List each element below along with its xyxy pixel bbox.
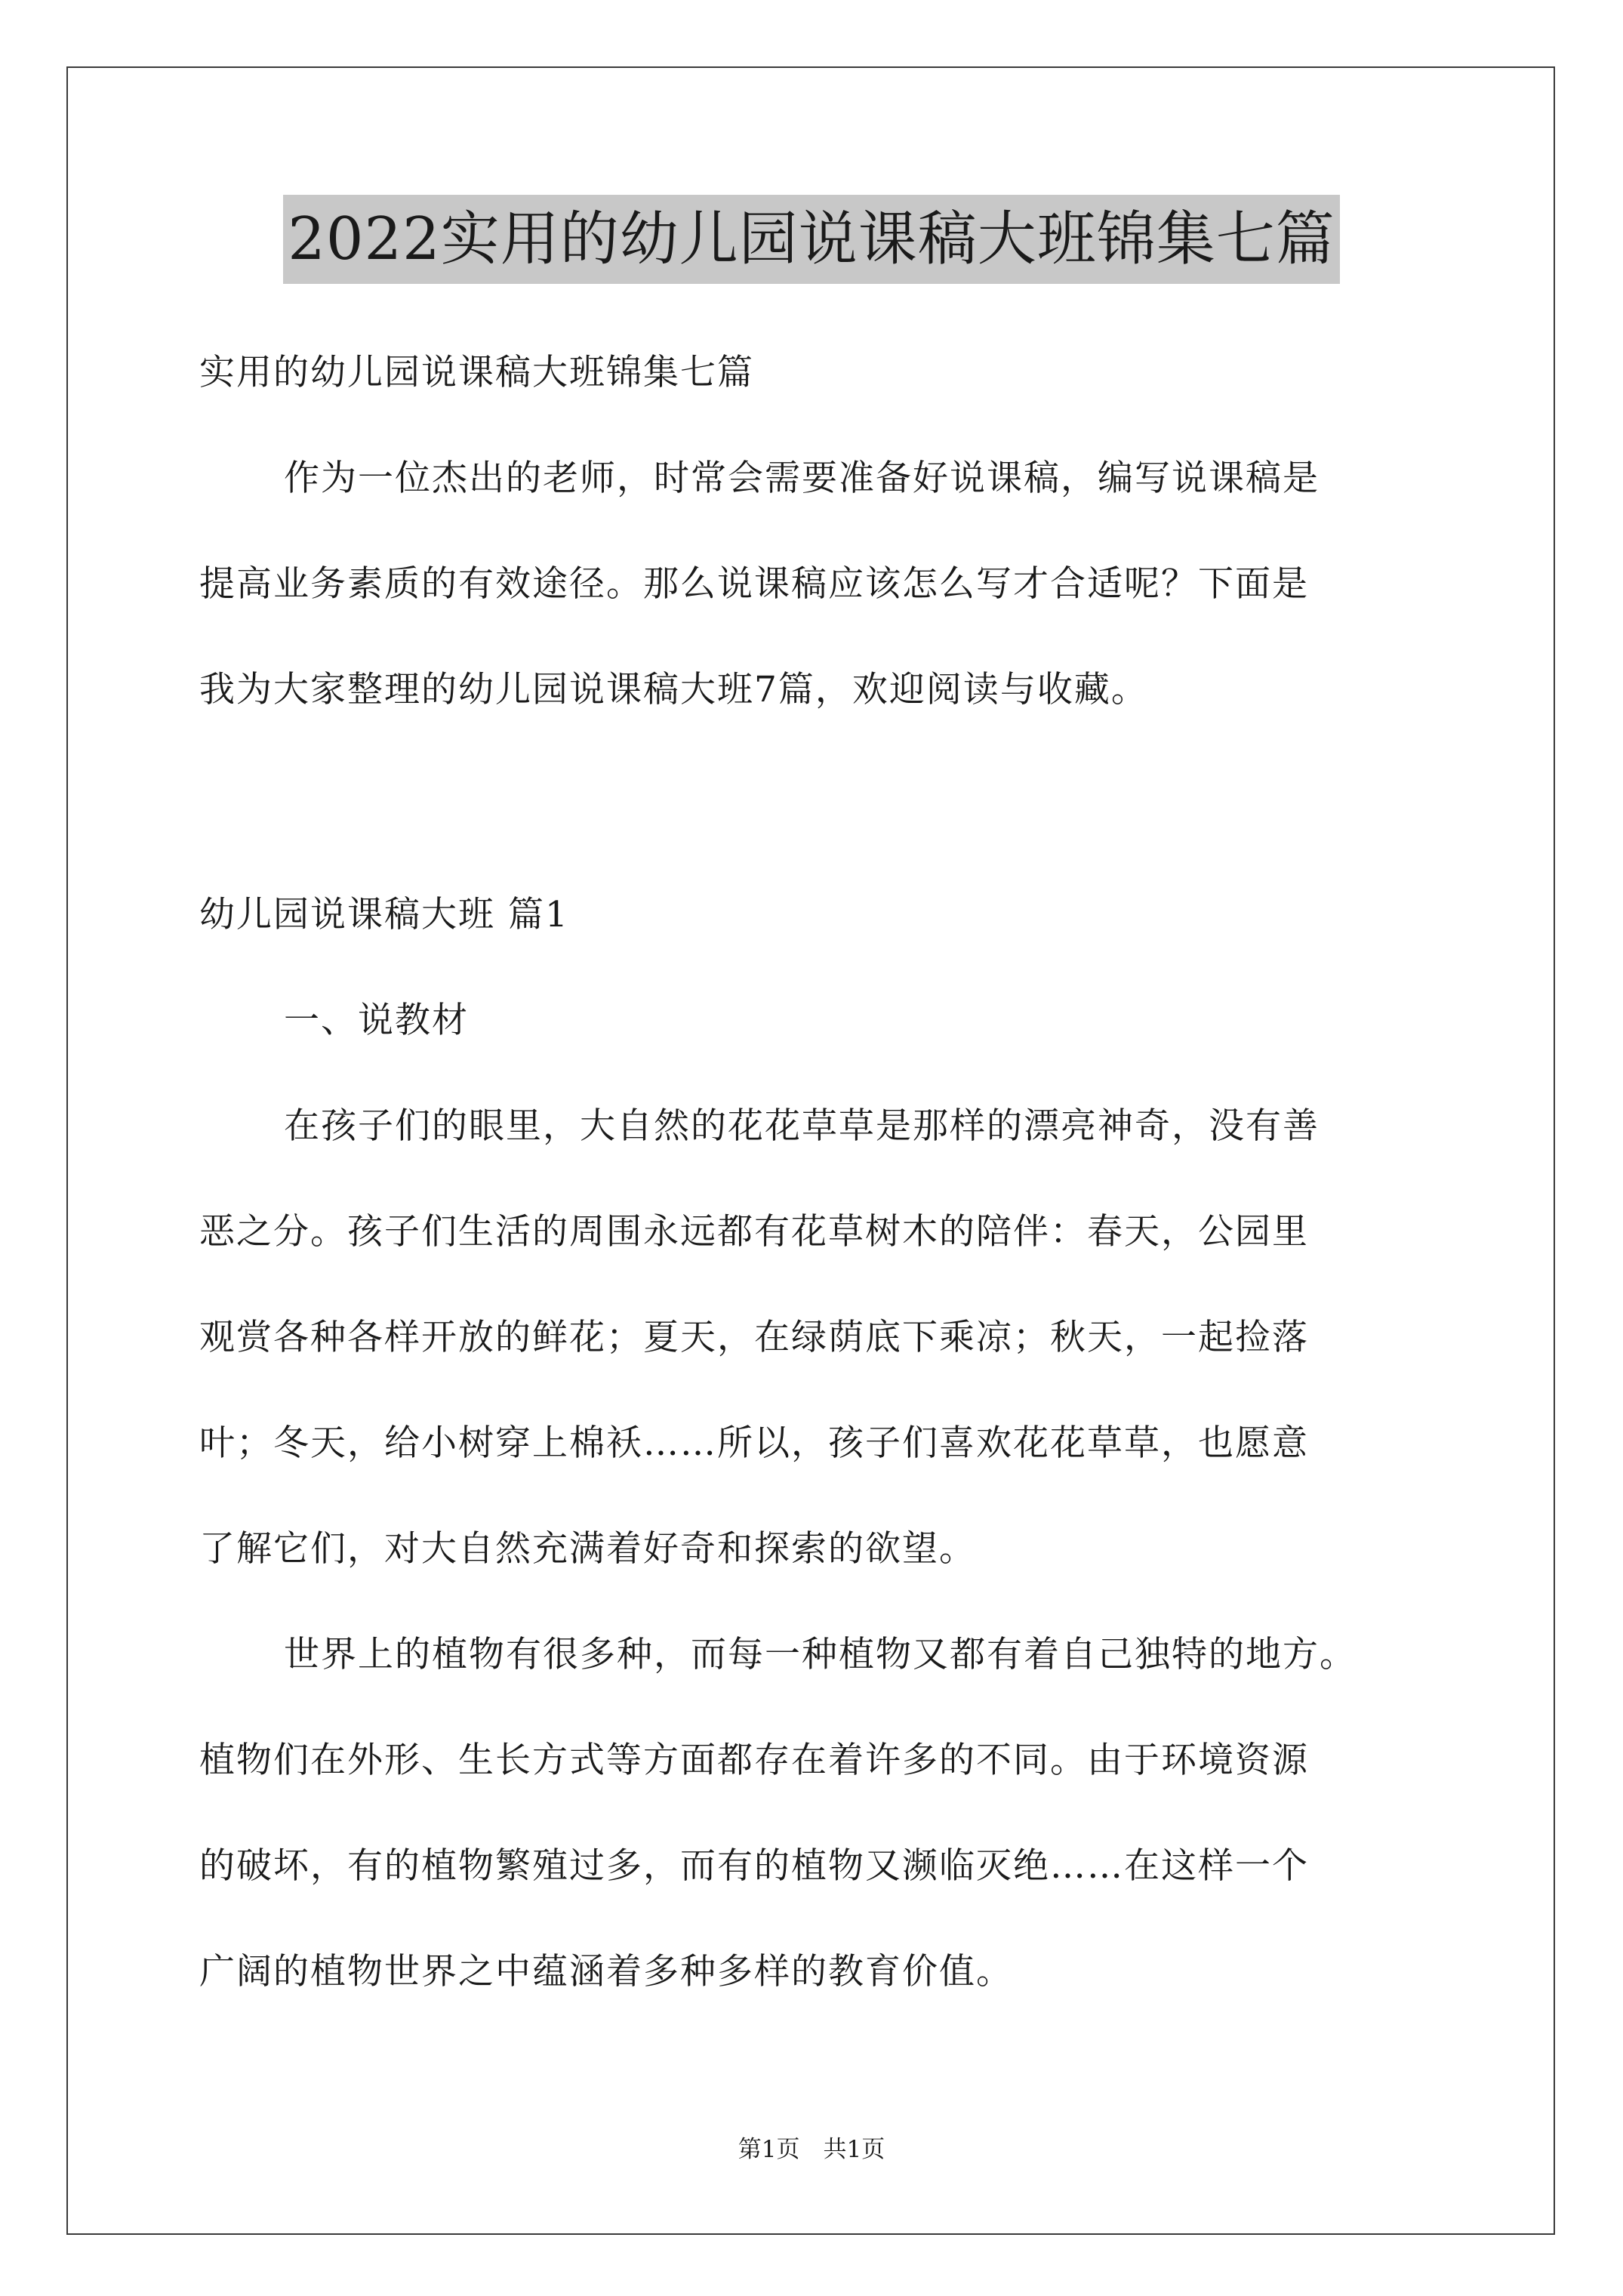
paragraph-line: 叶；冬天，给小树穿上棉袄……所以，孩子们喜欢花花草草，也愿意: [199, 1422, 1309, 1464]
paragraph-1: [199, 1074, 1437, 1602]
paragraph-line: 了解它们，对大自然充满着好奇和探索的欲望。: [199, 1528, 976, 1570]
subheading-text: 一、说教材: [284, 1000, 469, 1041]
paragraph-line: 恶之分。孩子们生活的周围永远都有花草树木的陪伴：春天，公园里: [199, 1211, 1309, 1253]
paragraph-line: 的破坏，有的植物繁殖过多，而有的植物又濒临灭绝……在这样一个: [199, 1845, 1309, 1887]
intro-line: 我为大家整理的幼儿园说课稿大班7篇，欢迎阅读与收藏。: [199, 669, 1148, 710]
paragraph-line: 观赏各种各样开放的鲜花；夏天，在绿荫底下乘凉；秋天，一起捡落: [199, 1317, 1309, 1358]
title-container: [0, 195, 1623, 284]
subheading: [199, 968, 1437, 1074]
intro-line: 提高业务素质的有效途径。那么说课稿应该怎么写才合适呢？下面是: [199, 563, 1309, 605]
section-heading: [199, 862, 1437, 968]
paragraph-line: 广阔的植物世界之中蕴涵着多种多样的教育价值。: [199, 1951, 1013, 1992]
section-heading-text: 幼儿园说课稿大班 篇1: [199, 894, 569, 935]
paragraph-line: 世界上的植物有很多种，而每一种植物又都有着自己独特的地方。: [284, 1634, 1357, 1675]
intro-line: 作为一位杰出的老师，时常会需要准备好说课稿，编写说课稿是: [284, 458, 1320, 499]
subtitle: [199, 320, 1437, 426]
subtitle-text: 实用的幼儿园说课稿大班锦集七篇: [199, 352, 754, 393]
paragraph-line: 植物们在外形、生长方式等方面都存在着许多的不同。由于环境资源: [199, 1740, 1309, 1781]
document-title: 2022实用的幼儿园说课稿大班锦集七篇: [283, 195, 1340, 284]
paragraph-line: 在孩子们的眼里，大自然的花花草草是那样的漂亮神奇，没有善: [284, 1105, 1320, 1147]
paragraph-2: [199, 1602, 1437, 2025]
page-footer: 第1页 共1页: [738, 2136, 885, 2163]
intro-paragraph: [199, 426, 1437, 743]
